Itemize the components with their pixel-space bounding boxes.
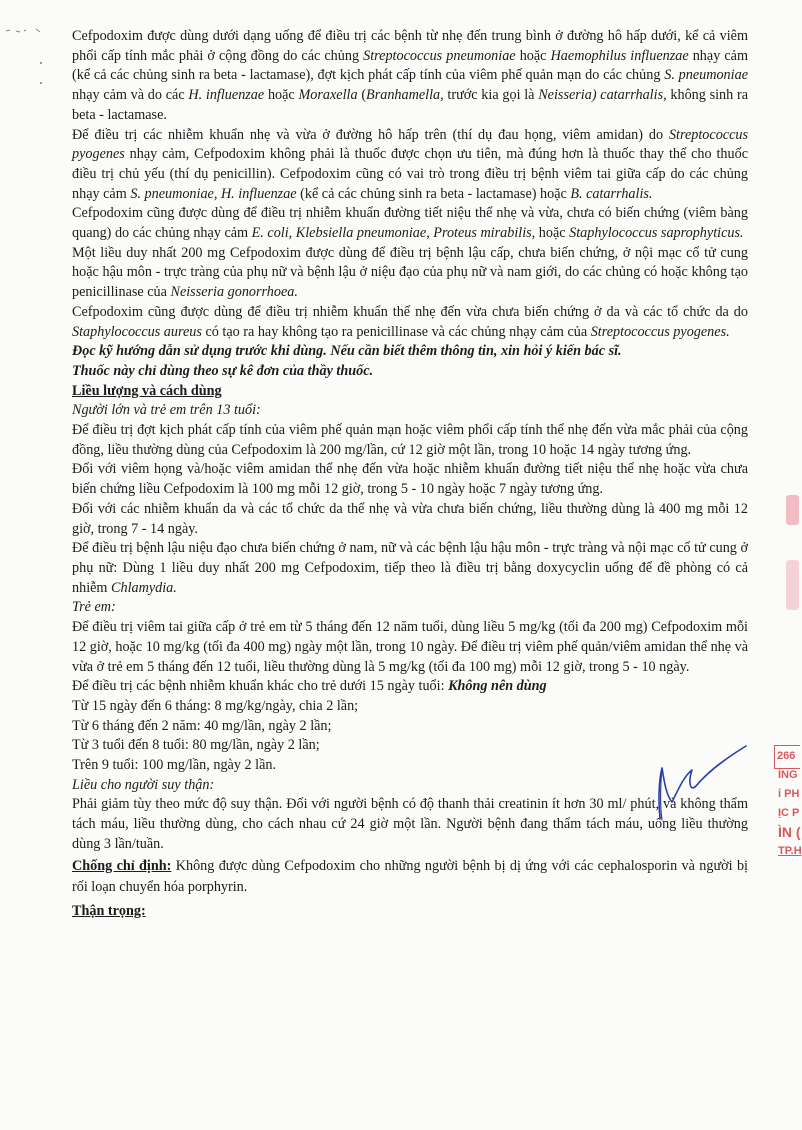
age-dose-line: Trên 9 tuổi: 100 mg/lần, ngày 2 lần. — [72, 757, 277, 774]
paragraph-indication-gonorrhea: Một liều duy nhất 200 mg Cefpodoxim được dùng để điều trị bệnh lậu cấp, chưa biến chứng, ở nội mạc cổ tử cung hoặc hậu môn - trực tràng của phụ nữ và bệnh lậu ở niệu đạo của phụ nữ và nam giới, do các chủng có hoặc không tạo penicillinase của Neisseria gonorrhoea. — [72, 244, 748, 301]
signature-mark — [648, 740, 753, 830]
age-dose-line: Từ 3 tuổi đến 8 tuổi: 80 mg/lần, ngày 2 lần; — [72, 737, 320, 754]
section-heading-dosage: Liều lượng và cách dùng — [72, 382, 222, 399]
stamp-text: ỉ PH — [778, 788, 800, 800]
subheading-adults: Người lớn và trẻ em trên 13 tuổi: — [72, 402, 261, 419]
age-dose-line: Từ 15 ngày đến 6 tháng: 8 mg/kg/ngày, chia 2 lần; — [72, 697, 359, 714]
warning-prescription-only: Thuốc này chỉ dùng theo sự kê đơn của thầy thuốc. — [72, 362, 374, 379]
section-heading-precautions: Thận trọng: — [72, 902, 146, 919]
margin-dot — [40, 62, 42, 64]
paragraph-indication-respiratory-lower: Cefpodoxim được dùng dưới dạng uống để điều trị các bệnh từ nhẹ đến trung bình ở đường hô hấp dưới, kể cả viêm phổi cấp tính mắc phải ở cộng đồng do các chủng Streptococcus pneumoniae hoặc Haemophilus influenzae nhạy cảm (kể cả các chủng sinh ra beta - lactamase), đợt kịch phát cấp tính của viêm phế quản mạn do các chủng S. pneumoniae nhạy cảm và do các H. influenzae hoặc Moraxella (Branhamella, trước kia gọi là Neisseria) catarrhalis, không sinh ra beta - lactamase. — [72, 28, 748, 123]
paragraph-indication-urinary: Cefpodoxim cũng được dùng để điều trị nhiễm khuẩn đường tiết niệu thể nhẹ và vừa, chưa có biến chứng (viêm bàng quang) do các chủng nhạy cảm E. coli, Klebsiella pneumoniae, Proteus mirabilis, hoặc Staphylococcus saprophyticus. — [72, 205, 748, 242]
stamp-text: ÌNG — [778, 769, 798, 781]
paragraph-adult-gonorrhea: Để điều trị bệnh lậu niệu đạo chưa biến chứng ở nam, nữ và các bệnh lậu hậu môn - trực tràng và nội mạc cổ tử cung ở phụ nữ: Dùng 1 liều duy nhất 200 mg Cefpodoxim, tiếp theo là điều trị bằng doxycyclin uống để đề phòng có cả nhiễm Chlamydia. — [72, 540, 748, 596]
stamp-fragment — [774, 745, 802, 885]
stamp-text: ÌN ( — [778, 824, 801, 840]
paragraph-contraindications: Chống chỉ định: Không được dùng Cefpodoxim cho những người bệnh bị dị ứng với các cephalosporin và người bị rối loạn chuyển hóa porphyrin. — [72, 857, 748, 895]
paragraph-indication-skin: Cefpodoxim cũng được dùng để điều trị nhiễm khuẩn thể nhẹ đến vừa chưa biến chứng ở da và các tổ chức da do Staphylococcus aureus có tạo ra hay không tạo ra penicillinase và các chủng nhạy cảm của Streptococcus pyogenes. — [72, 303, 748, 340]
subheading-renal: Liều cho người suy thận: — [72, 776, 215, 793]
stamp-text: ỊC P — [778, 807, 800, 819]
warning-read-instructions: Đọc kỹ hướng dẫn sử dụng trước khi dùng. Nếu cần biết thêm thông tin, xin hỏi ý kiến bác sĩ. — [72, 343, 622, 360]
paragraph-adult-bronchitis: Để điều trị đợt kịch phát cấp tính của viêm phế quản mạn hoặc viêm phổi cấp tính thể nhẹ đến vừa mắc phải của cộng đồng, liều thường dùng của Cefpodoxim là 200 mg/lần, cứ 12 giờ một lần, trong 10 hoặc 14 ngày tương ứng. — [72, 422, 748, 458]
subheading-children: Trẻ em: — [72, 599, 116, 616]
section-heading-contraindications: Chống chỉ định: — [72, 857, 172, 874]
paragraph-indication-respiratory-upper: Để điều trị các nhiễm khuẩn nhẹ và vừa ở đường hô hấp trên (thí dụ đau họng, viêm amidan) do Streptococcus pyogenes nhạy cảm, Cefpodoxim không phải là thuốc được chọn ưu tiên, mà đúng hơn là thuốc thay thế cho thuốc điều trị chủ yếu (thí dụ penicillin). Cefpodoxim cũng có vai trò trong điều trị bệnh viêm tai giữa cấp do các chủng nhạy cảm S. pneumoniae, H. influenzae (kể cả các chủng sinh ra beta - lactamase) hoặc B. catarrhalis. — [72, 126, 748, 202]
edge-stain — [786, 495, 799, 525]
stamp-text: 266 — [777, 750, 796, 762]
paragraph-child-neonate: Để điều trị các bệnh nhiễm khuẩn khác cho trẻ dưới 15 ngày tuổi: Không nên dùng — [72, 678, 547, 695]
paragraph-adult-skin: Đối với các nhiễm khuẩn da và các tổ chức da thể nhẹ và vừa chưa biến chứng, liều thường dùng là 400 mg mỗi 12 giờ, trong 7 - 14 ngày. — [72, 500, 748, 537]
margin-dot — [40, 82, 42, 84]
stamp-border — [774, 745, 800, 769]
paragraph-adult-pharyngitis: Đối với viêm họng và/hoặc viêm amidan thể nhẹ đến vừa hoặc nhiễm khuẩn đường tiết niệu thể nhẹ hoặc vừa chưa biến chứng liều Cefpodoxim là 100 mg mỗi 12 giờ, trong 5 - 10 ngày hoặc 7 ngày tương ứng. — [72, 461, 748, 498]
margin-mark — [4, 28, 44, 34]
paragraph-child-otitis: Để điều trị viêm tai giữa cấp ở trẻ em từ 5 tháng đến 12 năm tuổi, dùng liều 5 mg/kg (tối đa 200 mg) Cefpodoxim mỗi 12 giờ, hoặc 10 mg/kg (tối đa 400 mg) ngày một lần, trong 10 ngày. Để điều trị viêm phế quản/viêm amidan thể nhẹ và vừa ở trẻ em 5 tháng đến 12 tuổi, liều thường dùng là 5 mg/kg (tối đa 100 mg) mỗi 12 giờ, trong 5 - 10 ngày. — [72, 619, 749, 675]
document-page — [72, 27, 748, 921]
age-dose-line: Từ 6 tháng đến 2 năm: 40 mg/lần, ngày 2 lần; — [72, 717, 332, 734]
stamp-text: TP.H — [778, 845, 802, 857]
edge-stain — [786, 560, 799, 610]
paragraph-renal-dose: Phải giảm tùy theo mức độ suy thận. Đối với người bệnh có độ thanh thải creatinin ít hơn 30 ml/ phút, và không thẩm tách máu, liều thường dùng, cho cách nhau cứ 24 giờ một lần. Người bệnh đang thẩm tách máu, uống liều thường dùng 3 lần/tuần. — [72, 796, 748, 852]
